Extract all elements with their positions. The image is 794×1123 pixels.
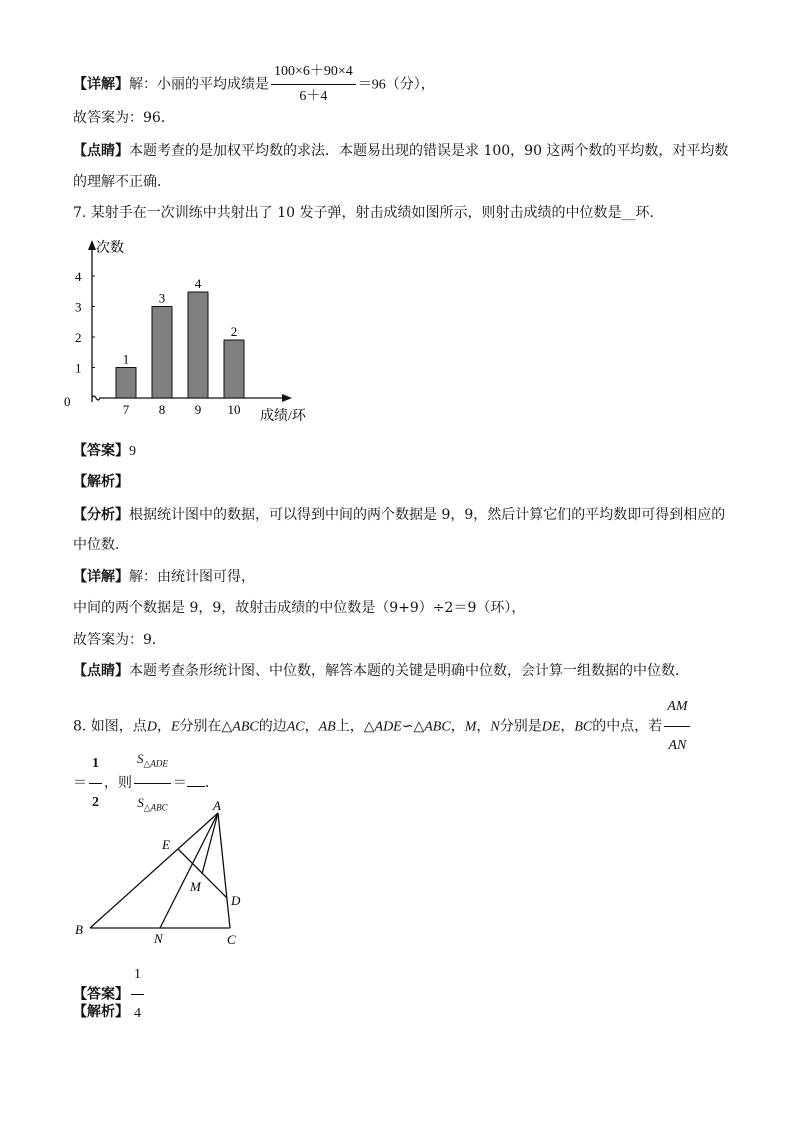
answer-value: 9 [129, 444, 136, 459]
fenxi-line-1 [73, 505, 725, 525]
detail-7-tag: 【详解】 [73, 569, 129, 585]
label-n: N [154, 931, 163, 946]
comment-text-1: 本题考查的是加权平均数的求法．本题易出现的错误是求 100，90 这两个数的平均数，对平均数 [129, 143, 729, 159]
answer-8-fraction: $\frac{1}{4}$ [131, 958, 144, 1031]
x-tick-label: 9 [194, 402, 202, 417]
detail-7-line-3: 故答案为：9． [73, 632, 166, 648]
bar-chart [60, 232, 330, 432]
fenxi-text-1: 根据统计图中的数据，可以得到中间的两个数据是 9，9，然后计算它们的平均数即可得到相应的 [129, 507, 726, 523]
label-e: E [162, 837, 170, 852]
data-label: 2 [230, 324, 238, 339]
answer-7-line [73, 441, 136, 462]
x-tick-label: 10 [227, 402, 241, 417]
detail-7-line-1 [73, 567, 255, 587]
comment-7-text: 本题考查条形统计图、中位数，解答本题的关键是明确中位数，会计算一组数据的中位数． [129, 663, 689, 679]
x-tick-label: 8 [158, 402, 166, 417]
analysis-tag-7: 【解析】 [73, 474, 129, 490]
bar [224, 340, 244, 398]
comment-7-line [73, 661, 689, 681]
x-axis-arrow [282, 394, 292, 402]
triangle-figure [70, 795, 270, 955]
data-label: 4 [194, 276, 202, 291]
answer-8-tag: 【答案】 [73, 986, 129, 1003]
bar [116, 368, 136, 399]
data-label: 1 [122, 351, 130, 367]
average-fraction [271, 62, 356, 107]
question-8-line-1: 8. 如图，点D，E分别在△ABC的边AC，AB上，△ADE∽△ABC，M，N分别是DE，BC的中点，若 $\frac{AM}{AN}$ [73, 690, 692, 763]
label-b: B [75, 922, 83, 937]
question-8-line-2: ＝ $\frac{1}{2}$ ，则 $\frac{S_{\triangle ADE}}{S_{\triangle ABC}}$ ＝ ． [73, 742, 219, 824]
ratio-one-half: $\frac{1}{2}$ [89, 747, 102, 820]
detail-suffix: ＝96（分）， [357, 77, 435, 93]
detail-7-line-2: 中间的两个数据是 9，9，故射击成绩的中位数是（9+9）÷2＝9（环）， [73, 600, 526, 616]
data-label: 3 [158, 290, 166, 306]
fraction-denominator: 6＋4 [299, 89, 328, 104]
comment-7-tag: 【点睛】 [73, 663, 129, 679]
answer-line-96: 故答案为：96． [73, 110, 175, 126]
fenxi-line-2: 中位数． [73, 537, 129, 553]
x-axis-label: 成绩/环 [260, 409, 306, 424]
comment-line-2: 的理解不正确． [73, 174, 171, 190]
answer-blank [187, 772, 205, 787]
comment-line-1 [73, 141, 728, 161]
detail-7-text-1: 解：由统计图可得， [129, 569, 255, 585]
segment-am [202, 813, 218, 874]
y-axis-arrow [88, 240, 96, 250]
y-tick-label: 2 [75, 330, 82, 345]
ratio-am-an: $\frac{AM}{AN}$ [664, 690, 690, 763]
x-tick-label: 7 [122, 402, 130, 417]
label-d: D [231, 893, 241, 908]
y-tick-label: 1 [75, 360, 82, 376]
segment-an [160, 813, 218, 928]
question-7: 7. 某射手在一次训练中共射出了 10 发子弹，射击成绩如图所示，则射击成绩的中位数是__环． [73, 205, 664, 221]
bar [188, 292, 208, 398]
analysis-tag-8: 【解析】 [73, 1004, 129, 1020]
y-tick-label: 0 [64, 394, 71, 409]
y-axis-label: 次数 [96, 241, 124, 256]
fenxi-tag: 【分析】 [73, 507, 129, 523]
fraction-numerator: 100×6＋90×4 [271, 62, 356, 85]
detail-tag: 【详解】 [73, 76, 129, 93]
comment-tag: 【点睛】 [73, 143, 129, 159]
y-tick-label: 4 [75, 269, 82, 284]
answer-tag: 【答案】 [73, 443, 129, 459]
detail-line-average [73, 62, 435, 107]
y-tick-label: 3 [75, 299, 82, 315]
area-ratio: $\frac{S_{\triangle ADE}}{S_{\triangle ABC}}$ [134, 742, 171, 824]
label-m: M [190, 879, 201, 894]
label-a: A [213, 798, 221, 813]
detail-prefix: 解：小丽的平均成绩是 [129, 76, 269, 93]
bar [152, 307, 172, 399]
label-c: C [227, 932, 236, 947]
segment-ac [218, 813, 230, 928]
